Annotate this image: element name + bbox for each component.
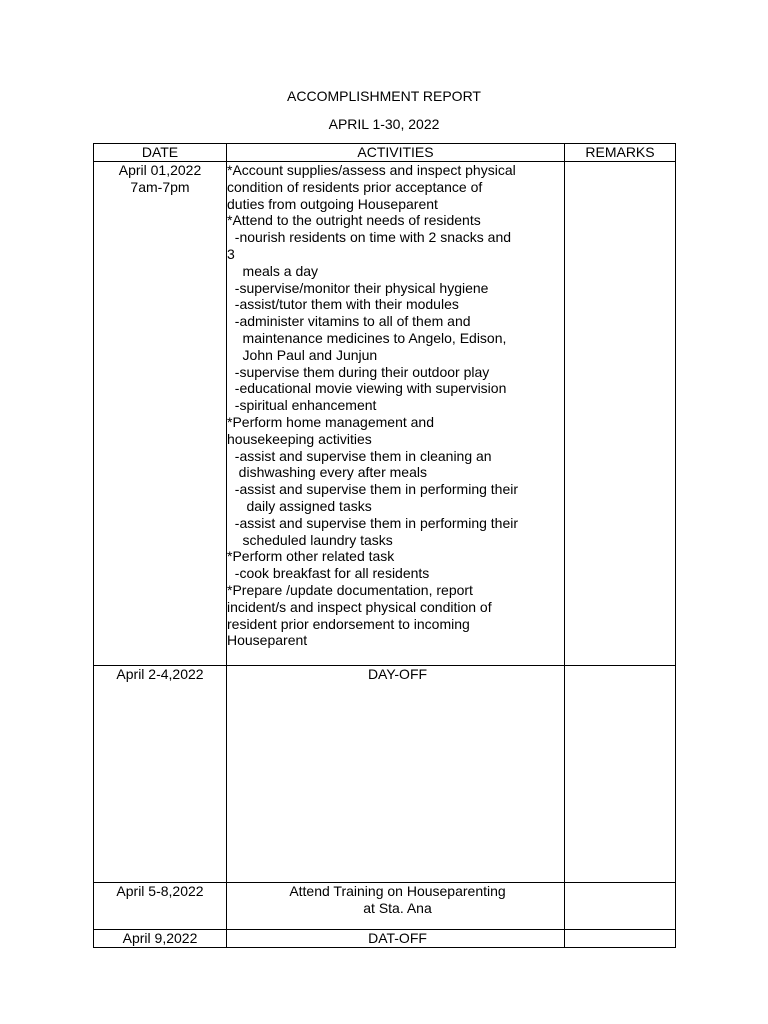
activities-cell: DAT-OFF [227, 930, 565, 948]
activity-line: meals a day [227, 262, 319, 279]
accomplishment-table [93, 143, 676, 948]
date-cell [94, 930, 227, 948]
activity-line: -nourish residents on time with 2 snacks and [227, 229, 512, 246]
activity-line: -assist and supervise them in cleaning an [227, 447, 492, 464]
activity-line: -supervise them during their outdoor play [227, 363, 490, 380]
activity-line: resident prior endorsement to incoming [227, 615, 470, 632]
activity-line: *Account supplies/assess and inspect physical [227, 162, 516, 178]
activities-cell [227, 883, 565, 930]
activity-line: -supervise/monitor their physical hygiene [227, 279, 489, 296]
activity-line: scheduled laundry tasks [227, 531, 393, 548]
activities-cell [227, 162, 565, 666]
activity-line: -assist and supervise them in performing their [227, 481, 519, 498]
activity-line: -administer vitamins to all of them and [227, 313, 471, 330]
activity-line: *Perform home management and [227, 413, 434, 430]
activity-line: John Paul and Junjun [227, 346, 378, 363]
activity-line: maintenance medicines to Angelo, Edison, [227, 329, 507, 346]
row-time: 7am-7pm [130, 178, 190, 195]
remarks-cell [565, 162, 676, 666]
activity-line: -educational movie viewing with supervision [227, 380, 507, 397]
report-period: APRIL 1-30, 2022 [328, 116, 440, 132]
activity-line: -assist and supervise them in performing their [227, 514, 519, 531]
activity-line: *Prepare /update documentation, report [227, 581, 473, 598]
row-date: April 5-8,2022 [116, 883, 204, 899]
activity-line: condition of residents prior acceptance of [227, 178, 483, 195]
activity-line: -assist/tutor them with their modules [227, 296, 459, 313]
activity-line: *Attend to the outright needs of residents [227, 212, 481, 229]
header-date: DATE [94, 144, 227, 162]
header-activities: ACTIVITIES [227, 144, 565, 162]
activity-line: *Perform other related task [227, 548, 395, 565]
remarks-cell [565, 883, 676, 930]
activity-line: Houseparent [227, 632, 308, 649]
table-row [94, 666, 676, 883]
report-title: ACCOMPLISHMENT REPORT [287, 88, 481, 104]
activity-line: daily assigned tasks [227, 497, 372, 514]
row-date: April 9,2022 [122, 930, 198, 946]
activity-line: duties from outgoing Houseparent [227, 195, 438, 212]
activity-line: incident/s and inspect physical condition of [227, 598, 492, 615]
date-cell [94, 666, 227, 883]
row-date: April 01,2022 [118, 162, 202, 178]
date-cell [94, 883, 227, 930]
activities-cell: DAY-OFF [227, 666, 565, 883]
header-remarks: REMARKS [565, 144, 676, 162]
activity-line: housekeeping activities [227, 430, 372, 447]
activity-line: at Sta. Ana [363, 899, 432, 916]
activity-line: -cook breakfast for all residents [227, 565, 430, 582]
remarks-cell [565, 930, 676, 948]
date-cell [94, 162, 227, 666]
row-date: April 2-4,2022 [116, 666, 204, 682]
table-row [94, 930, 676, 948]
table-row [94, 162, 676, 666]
remarks-cell [565, 666, 676, 883]
activity-line: -spiritual enhancement [227, 397, 377, 414]
activity-line: dishwashing every after meals [227, 464, 427, 481]
table-header-row [94, 144, 676, 162]
table-row [94, 883, 676, 930]
activity-line: Attend Training on Houseparenting [289, 883, 506, 899]
activity-line: 3 [227, 245, 235, 262]
